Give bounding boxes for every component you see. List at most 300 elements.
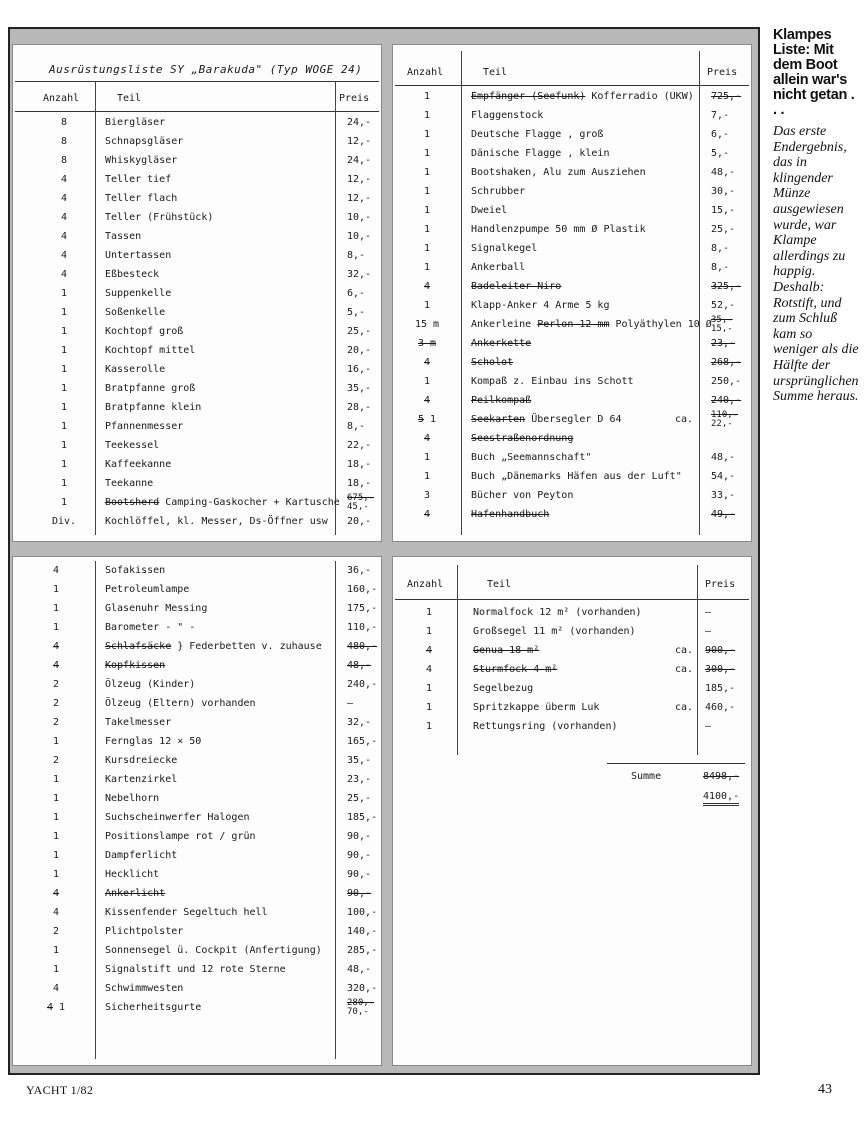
- price-value: 160,-: [347, 584, 378, 595]
- description-text: Glasenuhr Messing: [105, 603, 208, 614]
- struck-price: 300,-: [705, 664, 736, 675]
- price-value: 5,-: [347, 307, 366, 318]
- list-item: [13, 734, 381, 753]
- description-text: Plichtpolster: [105, 926, 184, 937]
- list-item: [393, 108, 751, 127]
- item-description: [471, 262, 693, 273]
- description-text: Kasserolle: [105, 364, 166, 375]
- list-item: [13, 153, 381, 172]
- list-item: [13, 514, 381, 533]
- item-price: [347, 345, 381, 356]
- price-value: 32,-: [347, 269, 372, 280]
- item-quantity: [405, 376, 449, 387]
- item-quantity: [407, 683, 451, 694]
- list-item: [13, 248, 381, 267]
- quantity-value: 1: [60, 345, 68, 356]
- struck-quantity: 4: [52, 888, 60, 899]
- struck-quantity: 4: [423, 509, 431, 520]
- description-text: Sicherheitsgurte: [105, 1002, 202, 1013]
- item-description: [105, 774, 333, 785]
- description-text: Untertassen: [105, 250, 172, 261]
- struck-description: Ankerlicht: [105, 888, 166, 899]
- item-price: [347, 212, 381, 223]
- struck-price: 35,-: [711, 315, 733, 325]
- quantity-value: 1: [52, 812, 60, 823]
- quantity-value: 1: [423, 300, 431, 311]
- item-description: [105, 421, 333, 432]
- quantity-value: 1: [423, 224, 431, 235]
- price-value: 12,-: [347, 193, 372, 204]
- description-text: Bratpfanne klein: [105, 402, 202, 413]
- item-quantity: [405, 509, 449, 520]
- price-value: 12,-: [347, 136, 372, 147]
- item-description: [105, 440, 333, 451]
- price-value: 48,-: [711, 452, 736, 463]
- item-quantity: [33, 888, 79, 899]
- struck-price: 900,-: [705, 645, 736, 656]
- header-divider: [15, 111, 379, 112]
- price-value: 8,-: [347, 421, 366, 432]
- item-price: [347, 478, 381, 489]
- item-price: [347, 584, 381, 595]
- item-description: [473, 721, 673, 732]
- description-text: Camping-Gaskocher + Kartusche: [165, 497, 340, 508]
- list-item: [393, 184, 751, 203]
- description-text: Kursdreiecke: [105, 755, 178, 766]
- item-list: [13, 563, 381, 1019]
- list-item: [393, 507, 751, 526]
- item-quantity: [407, 607, 451, 618]
- description-text: Suchscheinwerfer Halogen: [105, 812, 250, 823]
- list-item: [393, 317, 751, 336]
- price-value: 175,-: [347, 603, 378, 614]
- item-quantity: [405, 281, 449, 292]
- price-value: 35,-: [347, 755, 372, 766]
- list-item: [393, 241, 751, 260]
- item-quantity: [405, 433, 449, 444]
- item-price: [347, 831, 381, 842]
- item-quantity: [405, 167, 449, 178]
- item-description: [105, 1002, 333, 1013]
- item-description: [105, 516, 333, 527]
- item-description: [471, 281, 693, 292]
- quantity-value: 4: [60, 250, 68, 261]
- description-text: Kochlöffel, kl. Messer, Ds-Öffner usw: [105, 516, 328, 527]
- item-quantity: [41, 421, 87, 432]
- description-text: Dampferlicht: [105, 850, 178, 861]
- list-item: [13, 791, 381, 810]
- description-text: Bücher von Peyton: [471, 490, 574, 501]
- quantity-value: 2: [52, 717, 60, 728]
- item-description: [105, 698, 333, 709]
- quantity-value: 1: [425, 702, 433, 713]
- item-price: [711, 224, 751, 235]
- struck-quantity: 4: [52, 660, 60, 671]
- item-quantity: [33, 907, 79, 918]
- struck-description: Schlafsäcke: [105, 641, 172, 652]
- price-value: 22,-: [711, 419, 733, 429]
- description-text: Biergläser: [105, 117, 166, 128]
- item-description: [105, 926, 333, 937]
- quantity-value: 4: [60, 269, 68, 280]
- price-value: 240,-: [347, 679, 378, 690]
- item-description: [105, 402, 333, 413]
- item-description: [471, 414, 693, 425]
- item-description: [471, 490, 693, 501]
- item-description: [105, 660, 333, 671]
- list-title: Ausrüstungsliste SY „Barakuda" (Typ WOGE 24): [49, 63, 363, 76]
- header-divider: [395, 599, 749, 600]
- item-price: [347, 869, 381, 880]
- item-quantity: [41, 402, 87, 413]
- item-description: [473, 702, 673, 713]
- list-item: [393, 624, 751, 643]
- item-description: [105, 964, 333, 975]
- price-value: 8,-: [347, 250, 366, 261]
- price-value: —: [347, 698, 354, 709]
- quantity-value: 1: [52, 736, 60, 747]
- description-text: Ölzeug (Eltern) vorhanden: [105, 698, 256, 709]
- list-item: [13, 753, 381, 772]
- list-item: [13, 677, 381, 696]
- struck-quantity: 4: [423, 281, 431, 292]
- price-value: 48,-: [711, 167, 736, 178]
- item-price: [347, 288, 381, 299]
- struck-price: 725,-: [711, 91, 742, 102]
- item-quantity: [405, 243, 449, 254]
- price-value: 48,-: [347, 964, 372, 975]
- price-value: 24,-: [347, 155, 372, 166]
- list-item: [13, 267, 381, 286]
- description-text: Ankerleine: [471, 319, 532, 330]
- item-price: [705, 664, 745, 675]
- list-item: [13, 343, 381, 362]
- price-value: 32,-: [347, 717, 372, 728]
- struck-description: Bootsherd: [105, 497, 160, 508]
- item-quantity: [405, 300, 449, 311]
- quantity-value: 1: [52, 831, 60, 842]
- item-quantity: [407, 626, 451, 637]
- list-item: [13, 381, 381, 400]
- description-text: Takelmesser: [105, 717, 172, 728]
- price-value: 12,-: [347, 174, 372, 185]
- item-price: [347, 907, 381, 918]
- item-description: [105, 584, 333, 595]
- description-text: } Federbetten v. zuhause: [177, 641, 322, 652]
- item-price: [705, 607, 745, 618]
- struck-price: 240,-: [711, 395, 742, 406]
- caption-body: Das erste Endergebnis, das in klingender Münze ausgewiesen wurde, war Klampe allerdings zu happig. Deshalb: Rotstift, und zum Schluß kam so weniger als die Hälfte der ursprünglichen Summe heraus.: [773, 124, 859, 405]
- quantity-value: 1: [423, 129, 431, 140]
- item-description: [471, 224, 693, 235]
- item-quantity: [41, 269, 87, 280]
- item-quantity: [407, 721, 451, 732]
- item-description: [471, 509, 693, 520]
- struck-description: Seekarten: [471, 414, 526, 425]
- list-item: [13, 172, 381, 191]
- header-divider: [395, 85, 749, 86]
- equipment-list-sheet-2: [392, 44, 752, 542]
- item-price: [347, 459, 381, 470]
- item-quantity: [405, 205, 449, 216]
- item-description: [105, 869, 333, 880]
- item-quantity: [405, 452, 449, 463]
- item-quantity: [41, 212, 87, 223]
- quantity-value: 2: [52, 698, 60, 709]
- quantity-value: 1: [423, 167, 431, 178]
- list-item: [393, 336, 751, 355]
- item-price: [711, 338, 751, 349]
- price-value: 15,-: [711, 205, 736, 216]
- quantity-value: 1: [423, 262, 431, 273]
- item-list: [393, 605, 751, 738]
- quantity-value: 1: [60, 421, 68, 432]
- item-quantity: [41, 193, 87, 204]
- item-description: [471, 148, 693, 159]
- item-price: [705, 702, 745, 713]
- price-value: 45,-: [347, 502, 369, 512]
- item-description: [105, 736, 333, 747]
- item-quantity: [405, 110, 449, 121]
- description-text: Schrubber: [471, 186, 526, 197]
- item-price: [347, 231, 381, 242]
- item-price: [347, 888, 381, 899]
- item-price: [347, 421, 381, 432]
- item-description: [471, 243, 693, 254]
- item-price: [711, 490, 751, 501]
- item-description: [105, 383, 333, 394]
- struck-price: 49,-: [711, 509, 736, 520]
- description-text: Rettungsring (vorhanden): [473, 721, 618, 732]
- description-text: Kissenfender Segeltuch hell: [105, 907, 268, 918]
- quantity-value: 1: [423, 148, 431, 159]
- description-text: Signalkegel: [471, 243, 538, 254]
- item-description: [471, 471, 693, 482]
- list-item: [393, 662, 751, 681]
- quantity-value: 8: [60, 136, 68, 147]
- item-price: [705, 645, 745, 656]
- price-value: 10,-: [347, 231, 372, 242]
- description-text: Sonnensegel ü. Cockpit (Anfertigung): [105, 945, 322, 956]
- description-text: Normalfock 12 m² (vorhanden): [473, 607, 642, 618]
- list-item: [13, 981, 381, 1000]
- quantity-value: 1: [425, 683, 433, 694]
- item-price: [347, 812, 381, 823]
- struck-description: Ankerkette: [471, 338, 532, 349]
- price-value: 54,-: [711, 471, 736, 482]
- list-item: [13, 867, 381, 886]
- item-price: [347, 516, 381, 527]
- sum-divider: [607, 763, 745, 764]
- header-qty: Anzahl: [407, 579, 444, 590]
- quantity-value: 1: [60, 383, 68, 394]
- struck-price: 23,-: [711, 338, 736, 349]
- quantity-value: 1: [423, 243, 431, 254]
- quantity-value: 2: [52, 755, 60, 766]
- item-price: [347, 926, 381, 937]
- quantity-value: 1: [60, 288, 68, 299]
- price-value: —: [705, 607, 712, 618]
- list-item: [13, 601, 381, 620]
- item-price: [347, 964, 381, 975]
- description-text: Handlenzpumpe 50 mm Ø Plastik: [471, 224, 646, 235]
- header-qty: Anzahl: [43, 93, 80, 104]
- price-value: 460,-: [705, 702, 736, 713]
- item-quantity: [33, 1002, 79, 1013]
- description-text: Suppenkelle: [105, 288, 172, 299]
- quantity-value: 1: [52, 964, 60, 975]
- item-quantity: [41, 250, 87, 261]
- description-text: Kompaß z. Einbau ins Schott: [471, 376, 634, 387]
- item-quantity: [33, 983, 79, 994]
- struck-description: Sturmfock 4 m²: [473, 664, 558, 675]
- list-item: [393, 412, 751, 431]
- item-quantity: [33, 641, 79, 652]
- list-item: [393, 488, 751, 507]
- item-description: [105, 117, 333, 128]
- price-value: 90,-: [347, 850, 372, 861]
- header-qty: Anzahl: [407, 67, 444, 78]
- item-price: [347, 622, 381, 633]
- quantity-value: 1: [52, 945, 60, 956]
- approx-marker: ca.: [675, 414, 694, 425]
- item-description: [105, 831, 333, 842]
- price-value: 15,-: [711, 324, 733, 334]
- list-item: [13, 438, 381, 457]
- item-quantity: [41, 326, 87, 337]
- price-value: 140,-: [347, 926, 378, 937]
- header-part: Teil: [483, 67, 508, 78]
- item-price: [347, 850, 381, 861]
- item-quantity: [405, 129, 449, 140]
- item-price: [711, 281, 751, 292]
- description-text: Teller tief: [105, 174, 172, 185]
- item-quantity: [33, 945, 79, 956]
- description-text: Petroleumlampe: [105, 584, 190, 595]
- description-text: Kochtopf mittel: [105, 345, 196, 356]
- quantity-value: 1: [60, 307, 68, 318]
- item-price: [347, 983, 381, 994]
- item-price: [347, 774, 381, 785]
- item-quantity: [41, 459, 87, 470]
- item-description: [105, 907, 333, 918]
- description-text: Dänische Flagge , klein: [471, 148, 610, 159]
- item-description: [105, 755, 333, 766]
- list-item: [13, 905, 381, 924]
- description-text: Barometer - " -: [105, 622, 196, 633]
- quantity-value: 1: [60, 326, 68, 337]
- description-text: Ankerball: [471, 262, 526, 273]
- item-description: [105, 136, 333, 147]
- quantity-value: 1: [60, 478, 68, 489]
- list-item: [13, 620, 381, 639]
- list-item: [13, 191, 381, 210]
- description-text: Teekessel: [105, 440, 160, 451]
- item-description: [471, 186, 693, 197]
- description-text: Eßbesteck: [105, 269, 160, 280]
- quantity-value: Div.: [51, 516, 77, 527]
- list-item: [13, 696, 381, 715]
- item-description: [471, 395, 693, 406]
- price-value: 8,-: [711, 262, 730, 273]
- price-value: 185,-: [347, 812, 378, 823]
- item-price: [711, 110, 751, 121]
- item-quantity: [405, 490, 449, 501]
- item-description: [105, 812, 333, 823]
- struck-quantity: 4: [46, 1002, 53, 1013]
- list-item: [13, 115, 381, 134]
- struck-quantity: 4: [52, 641, 60, 652]
- item-quantity: [33, 622, 79, 633]
- list-item: [13, 943, 381, 962]
- price-value: 35,-: [347, 383, 372, 394]
- list-item: [13, 419, 381, 438]
- list-item: [13, 210, 381, 229]
- item-description: [471, 357, 693, 368]
- struck-price: 48,-: [347, 660, 372, 671]
- price-value: 25,-: [347, 326, 372, 337]
- list-item: [13, 324, 381, 343]
- price-value: 320,-: [347, 983, 378, 994]
- list-item: [13, 829, 381, 848]
- item-quantity: [41, 383, 87, 394]
- item-description: [105, 793, 333, 804]
- page-number: 43: [818, 1082, 832, 1097]
- list-item: [393, 643, 751, 662]
- item-quantity: [41, 345, 87, 356]
- item-quantity: [41, 364, 87, 375]
- price-value: 7,-: [711, 110, 730, 121]
- item-description: [471, 452, 693, 463]
- description-text: Dweiel: [471, 205, 508, 216]
- quantity-value: 4: [60, 193, 68, 204]
- list-item: [13, 639, 381, 658]
- price-value: 36,-: [347, 565, 372, 576]
- item-quantity: [407, 664, 451, 675]
- list-item: [13, 962, 381, 981]
- title-divider: [15, 81, 379, 82]
- quantity-value: 1: [423, 186, 431, 197]
- item-quantity: [33, 869, 79, 880]
- item-quantity: [41, 155, 87, 166]
- item-quantity: [405, 91, 449, 102]
- item-quantity: [41, 440, 87, 451]
- item-quantity: [405, 224, 449, 235]
- list-item: [393, 298, 751, 317]
- price-value: 285,-: [347, 945, 378, 956]
- list-item: [393, 355, 751, 374]
- item-price: [347, 717, 381, 728]
- list-item: [13, 457, 381, 476]
- item-quantity: [33, 603, 79, 614]
- struck-price: 90,-: [347, 888, 372, 899]
- item-price: [347, 307, 381, 318]
- item-price: [347, 698, 381, 709]
- struck-description: Badeleiter Niro: [471, 281, 562, 292]
- item-description: [471, 91, 693, 102]
- price-value: 20,-: [347, 516, 372, 527]
- caption-sidebar: [773, 28, 859, 405]
- quantity-value: 4: [60, 174, 68, 185]
- description-text: Segelbezug: [473, 683, 534, 694]
- list-item: [13, 810, 381, 829]
- quantity-value: 3: [423, 490, 431, 501]
- item-quantity: [41, 516, 87, 527]
- item-description: [105, 345, 333, 356]
- item-quantity: [41, 478, 87, 489]
- item-quantity: [41, 117, 87, 128]
- struck-description: Empfänger (Seefunk): [471, 91, 586, 102]
